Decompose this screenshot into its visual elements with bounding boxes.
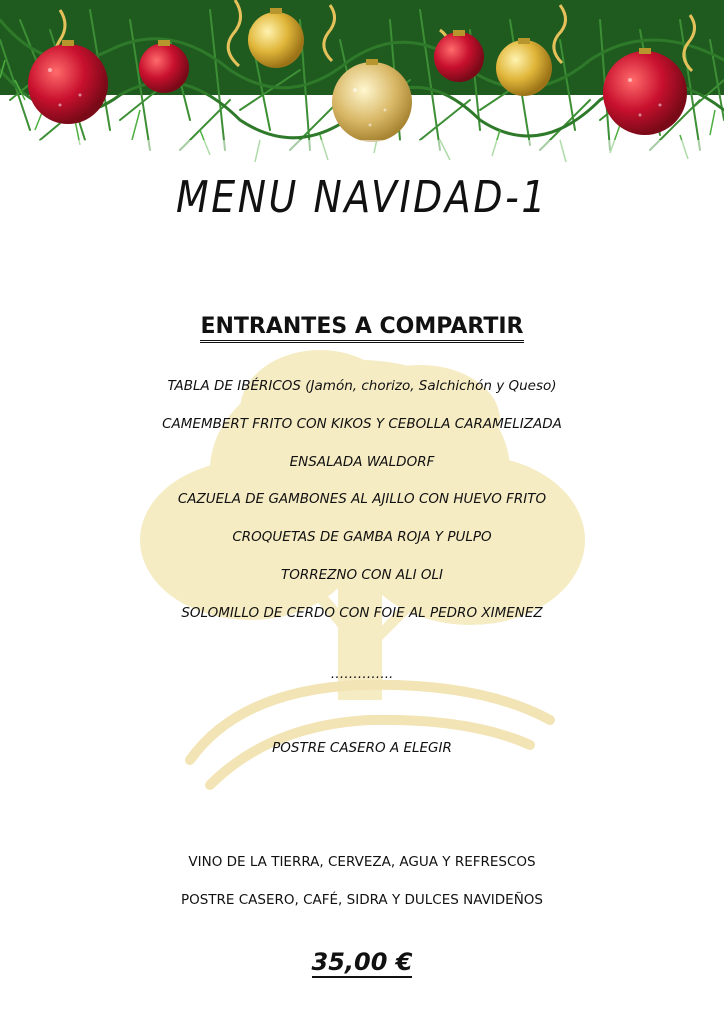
menu-item: TORREZNO CON ALI OLI [280,567,444,583]
included-drinks: VINO DE LA TIERRA, CERVEZA, AGUA Y REFRESCOS [188,854,536,870]
section-heading [0,314,724,339]
christmas-garland-decoration [0,0,724,165]
menu-item: ENSALADA WALDORF [289,454,435,470]
menu-price [0,948,724,976]
menu-item: CROQUETAS DE GAMBA ROJA Y PULPO [232,529,492,545]
included-extras: POSTRE CASERO, CAFÉ, SIDRA Y DULCES NAVIDEÑOS [180,892,544,908]
menu-item: TABLA DE IBÉRICOS (Jamón, chorizo, Salchichón y Queso) [167,378,557,394]
dessert-line: POSTRE CASERO A ELEGIR [272,740,452,756]
section-heading-text: ENTRANTES A COMPARTIR [200,314,523,343]
menu-item: CAMEMBERT FRITO CON KIKOS Y CEBOLLA CARAMELIZADA [162,416,562,432]
tree-logo-watermark [120,330,600,800]
menu-title: MENU NAVIDAD-1 [176,172,548,223]
menu-item: SOLOMILLO DE CERDO CON FOIE AL PEDRO XIMENEZ [181,605,543,621]
menu-price-text: 35,00 € [311,948,413,976]
separator-dots: ………….. [330,666,394,682]
menu-item: CAZUELA DE GAMBONES AL AJILLO CON HUEVO FRITO [177,491,547,507]
